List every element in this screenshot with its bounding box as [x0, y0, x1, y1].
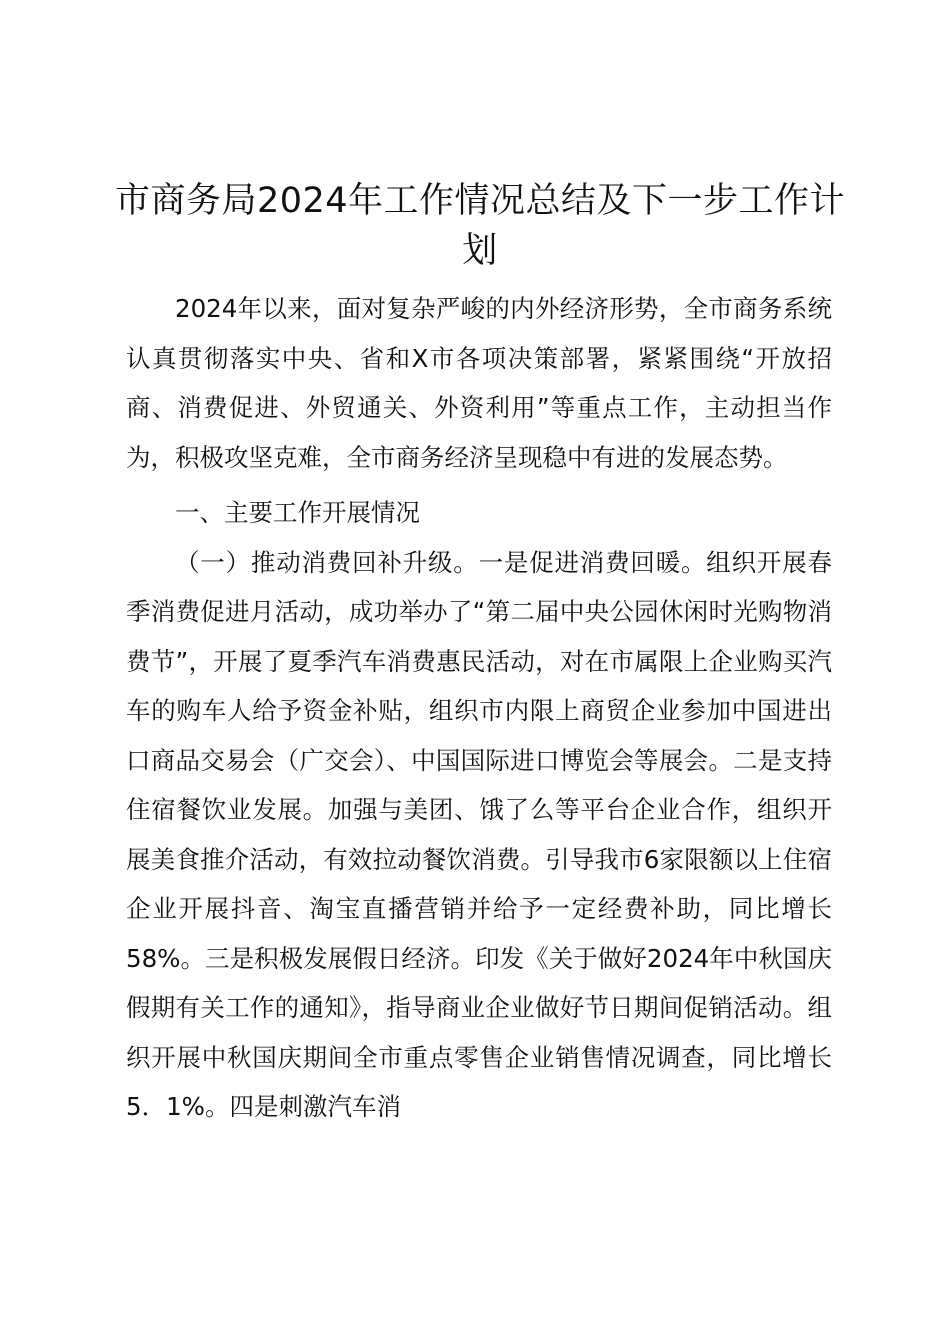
section-heading: 一、主要工作开展情况 — [175, 498, 420, 527]
intro-paragraph: 2024年以来，面对复杂严峻的内外经济形势，全市商务系统认真贯彻落实中央、省和X市各项决策部署，紧紧围绕“开放招商、消费促进、外贸通关、外资利用”等重点工作，主动担当作为，积极攻坚克难，全市商务经济呈现稳中有进的发展态势。 — [126, 294, 832, 472]
document-title: 市商务局2024年工作情况总结及下一步工作计划 — [114, 181, 846, 271]
section-paragraph: （一）推动消费回补升级。一是促进消费回暖。组织开展春季消费促进月活动，成功举办了“第二届中央公园休闲时光购物消费节”，开展了夏季汽车消费惠民活动，对在市属限上企业购买汽车的购车人给予资金补贴，组织市内限上商贸企业参加中国进出口商品交易会（广交会）、中国国际进口博览会等展会。二是支持住宿餐饮业发展。加强与美团、饿了么等平台企业合作，组织开展美食推介活动，有效拉动餐饮消费。引导我市6家限额以上住宿企业开展抖音、淘宝直播营销并给予一定经费补助，同比增长58%。三是积极发展假日经济。印发《关于做好2024年中秋国庆假期有关工作的通知》，指导商业企业做好节日期间促销活动。组织开展中秋国庆期间全市重点零售企业销售情况调查，同比增长5．1%。四是刺激汽车消 — [126, 547, 832, 1121]
document-body — [126, 284, 832, 1132]
